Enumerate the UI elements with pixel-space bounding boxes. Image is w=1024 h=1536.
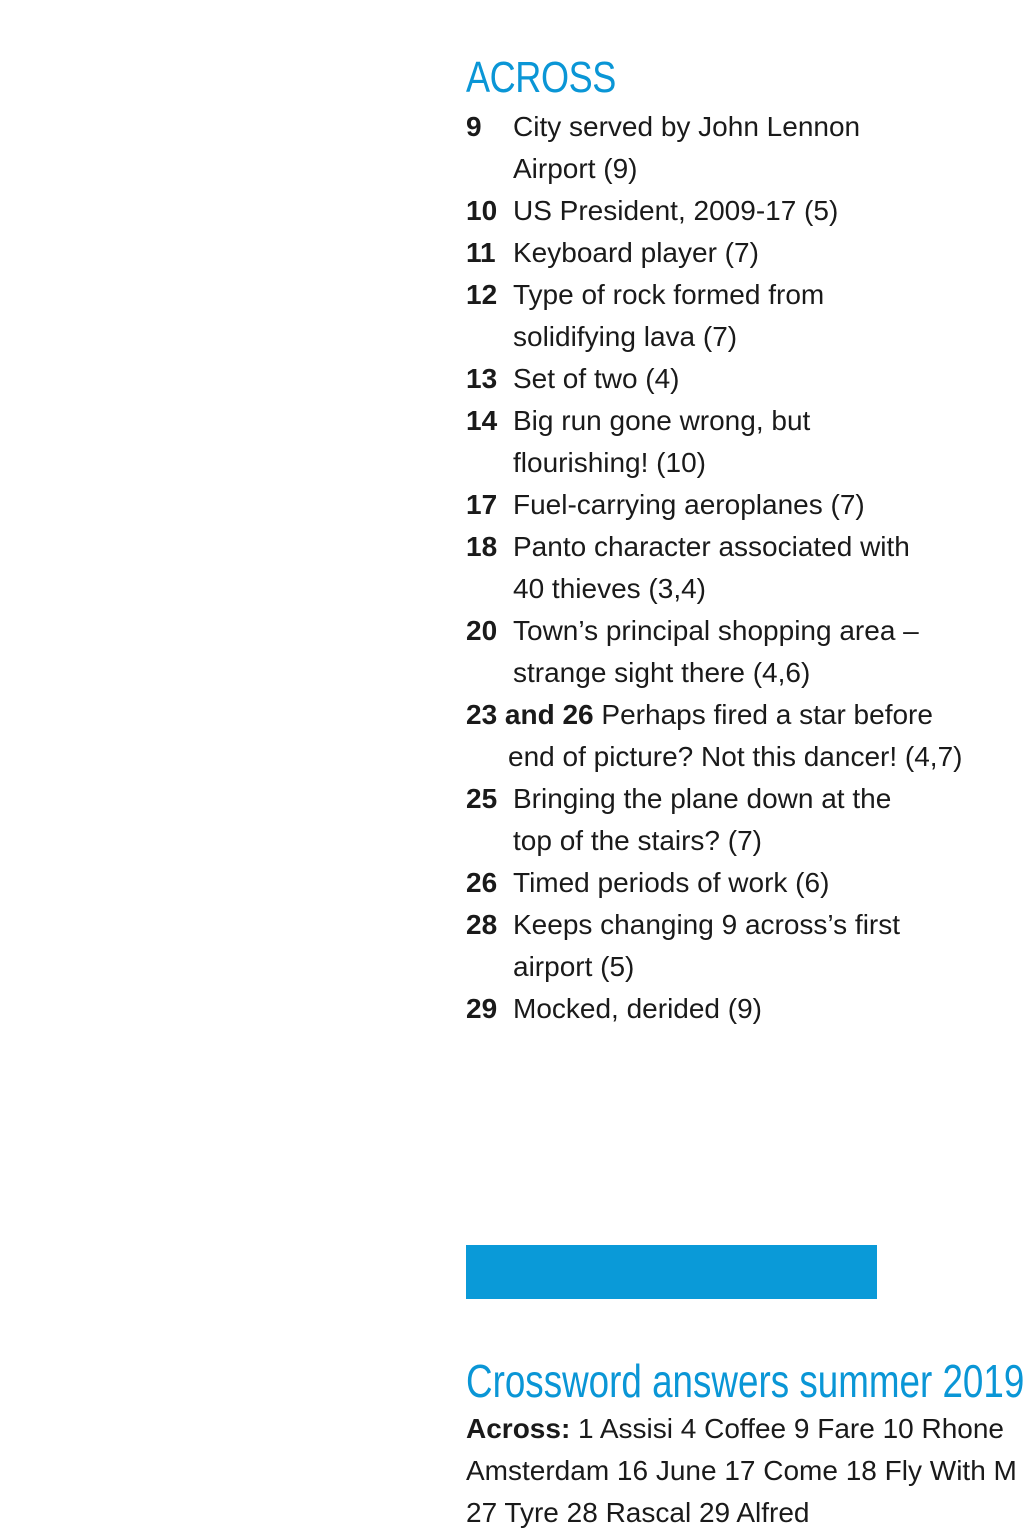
clue-text — [601, 699, 933, 730]
clue-number: 17 — [466, 489, 498, 520]
clue-20 — [466, 610, 1024, 694]
across-heading: ACROSS — [466, 53, 616, 102]
clue-text: Town’s principal shopping area – strange sight there (4,6) — [513, 615, 919, 688]
clue-number: 11 — [466, 237, 496, 268]
clue-text-line1: Perhaps fired a star before — [601, 699, 933, 730]
clue-26 — [466, 862, 1024, 904]
clue-number: 23 and 26 — [466, 699, 594, 730]
clue-text: Bringing the plane down at the top of the stairs? (7) — [513, 783, 892, 856]
answers-text: 1 Assisi 4 Coffee 9 Fare 10 Rhone — [570, 1413, 1005, 1444]
answers-line-3: 27 Tyre 28 Rascal 29 Alfred — [466, 1497, 810, 1528]
answers-label: Across: — [466, 1413, 571, 1444]
clue-text: US President, 2009-17 (5) — [513, 195, 839, 226]
clue-number: 25 — [466, 783, 498, 814]
clue-text: Panto character associated with 40 thieves (3,4) — [513, 531, 910, 604]
clue-29 — [466, 988, 1024, 1030]
clue-number: 14 — [466, 405, 498, 436]
clue-number: 10 — [466, 195, 498, 226]
clue-text: Big run gone wrong, but flourishing! (10) — [513, 405, 811, 478]
clue-18 — [466, 526, 1024, 610]
clue-number: 20 — [466, 615, 498, 646]
across-clue-list — [466, 106, 1024, 1030]
clue-9 — [466, 106, 1024, 190]
clue-text: Timed periods of work (6) — [513, 867, 830, 898]
clue-14 — [466, 400, 1024, 484]
clue-text: Keeps changing 9 across’s first airport (5) — [513, 909, 901, 982]
clue-28 — [466, 904, 1024, 988]
clue-number: 18 — [466, 531, 498, 562]
clue-text: Type of rock formed from solidifying lava (7) — [513, 279, 825, 352]
clue-text: Set of two (4) — [513, 363, 680, 394]
clue-text: City served by John Lennon Airport (9) — [513, 111, 861, 184]
clue-text-line2: end of picture? Not this dancer! (4,7) — [508, 741, 963, 772]
clue-text: Keyboard player (7) — [513, 237, 759, 268]
clue-number: 28 — [466, 909, 498, 940]
clue-12 — [466, 274, 1024, 358]
clue-11 — [466, 232, 1024, 274]
answers-line-2: Amsterdam 16 June 17 Come 18 Fly With M — [466, 1455, 1017, 1486]
clue-number: 12 — [466, 279, 498, 310]
clue-text: Mocked, derided (9) — [513, 993, 763, 1024]
clue-17 — [466, 484, 1024, 526]
clue-number: 9 — [466, 111, 482, 142]
clue-text: Fuel-carrying aeroplanes (7) — [513, 489, 865, 520]
clue-23-and-26 — [466, 694, 978, 778]
clue-25 — [466, 778, 1024, 862]
clue-10 — [466, 190, 1024, 232]
answers-heading: Crossword answers summer 2019 — [466, 1355, 1024, 1407]
section-divider-bar — [466, 1245, 877, 1299]
answers-block — [466, 1408, 1024, 1534]
clue-number: 29 — [466, 993, 498, 1024]
clue-number: 13 — [466, 363, 498, 394]
answers-line-1 — [466, 1408, 1024, 1450]
clue-13 — [466, 358, 1024, 400]
clue-number: 26 — [466, 867, 498, 898]
